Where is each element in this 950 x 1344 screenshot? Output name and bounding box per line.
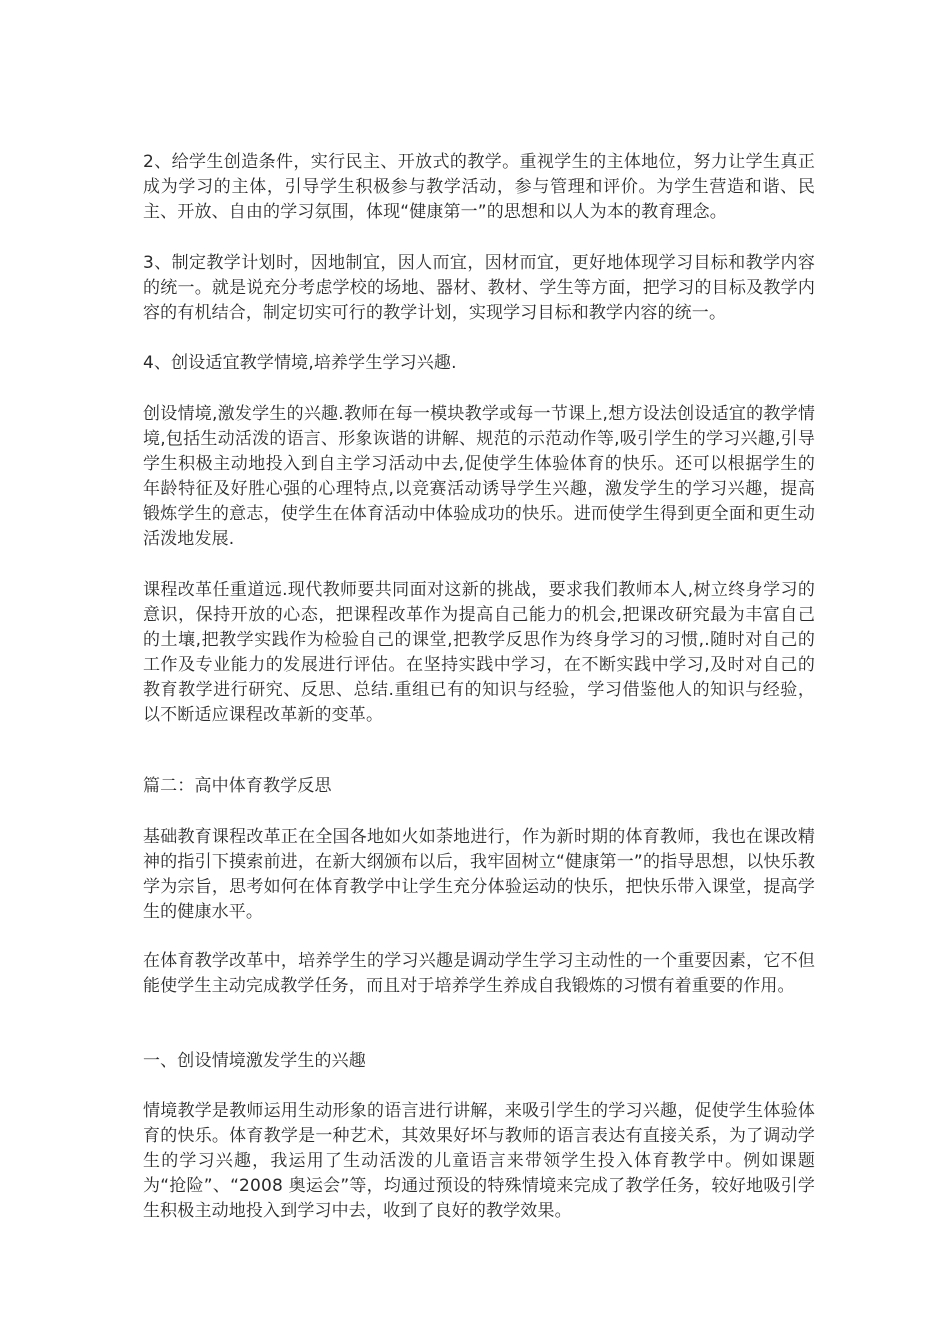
paragraph-situational-teaching: 情境教学是教师运用生动形象的语言进行讲解，来吸引学生的学习兴趣，促使学生体验体育的快乐。体育教学是一种艺术，其效果好坏与教师的语言表达有直接关系，为了调动学生的学习兴趣，我运用了生动活泼的儿童语言来带领学生投入体育教学中。例如课题为“抢险”、“2008 奥运会”等，均通过预设的特殊情境来完成了教学任务，较好地吸引学生积极主动地投入到学习中去，收到了良好的教学效果。 [143, 1101, 815, 1221]
paragraph-create-situation: 创设情境,激发学生的兴趣.教师在每一模块教学或每一节课上,想方设法创设适宜的教学情境,包括生动活泼的语言、形象诙谐的讲解、规范的示范动作等,吸引学生的学习兴趣,引导学生积极主动地投入到自主学习活动中去,促使学生体验体育的快乐。还可以根据学生的年龄特征及好胜心强的心理特点,以竞赛活动诱导学生兴趣，激发学生的学习兴趣，提高锻炼学生的意志，使学生在体育活动中体验成功的快乐。进而使学生得到更全面和更生动活泼地发展. [143, 404, 815, 549]
subheading-create-situation: 一、创设情境激发学生的兴趣 [143, 1051, 366, 1071]
paragraph-3-teaching-plan: 3、制定教学计划时，因地制宜，因人而宜，因材而宜，更好地体现学习目标和教学内容的统一。就是说充分考虑学校的场地、器材、教材、学生等方面，把学习的目标及教学内容的有机结合，制定切实可行的教学计划，实现学习目标和教学内容的统一。 [143, 253, 815, 323]
paragraph-4-teaching-context: 4、创设适宜教学情境,培养学生学习兴趣. [143, 353, 457, 373]
paragraph-learning-interest: 在体育教学改革中，培养学生的学习兴趣是调动学生学习主动性的一个重要因素，它不但能使学生主动完成教学任务，而且对于培养学生养成自我锻炼的习惯有着重要的作用。 [143, 951, 815, 996]
section-heading-part-two: 篇二：高中体育教学反思 [143, 776, 332, 796]
paragraph-curriculum-reform: 课程改革任重道远.现代教师要共同面对这新的挑战，要求我们教师本人,树立终身学习的意识，保持开放的心态，把课程改革作为提高自己能力的机会,把课改研究最为丰富自己的土壤,把教学实践作为检验自己的课堂,把教学反思作为终身学习的习惯,.随时对自己的工作及专业能力的发展进行评估。在坚持实践中学习，在不断实践中学习,及时对自己的教育教学进行研究、反思、总结.重组已有的知识与经验，学习借鉴他人的知识与经验，以不断适应课程改革新的变革。 [143, 580, 815, 725]
paragraph-2-democratic-teaching: 2、给学生创造条件，实行民主、开放式的教学。重视学生的主体地位，努力让学生真正成为学习的主体，引导学生积极参与教学活动，参与管理和评价。为学生营造和谐、民主、开放、自由的学习氛围，体现“健康第一”的思想和以人为本的教育理念。 [143, 152, 815, 222]
paragraph-basic-education-reform: 基础教育课程改革正在全国各地如火如荼地进行，作为新时期的体育教师，我也在课改精神的指引下摸索前进，在新大纲颁布以后，我牢固树立“健康第一”的指导思想，以快乐教学为宗旨，思考如何在体育教学中让学生充分体验运动的快乐，把快乐带入课堂，提高学生的健康水平。 [143, 827, 815, 922]
